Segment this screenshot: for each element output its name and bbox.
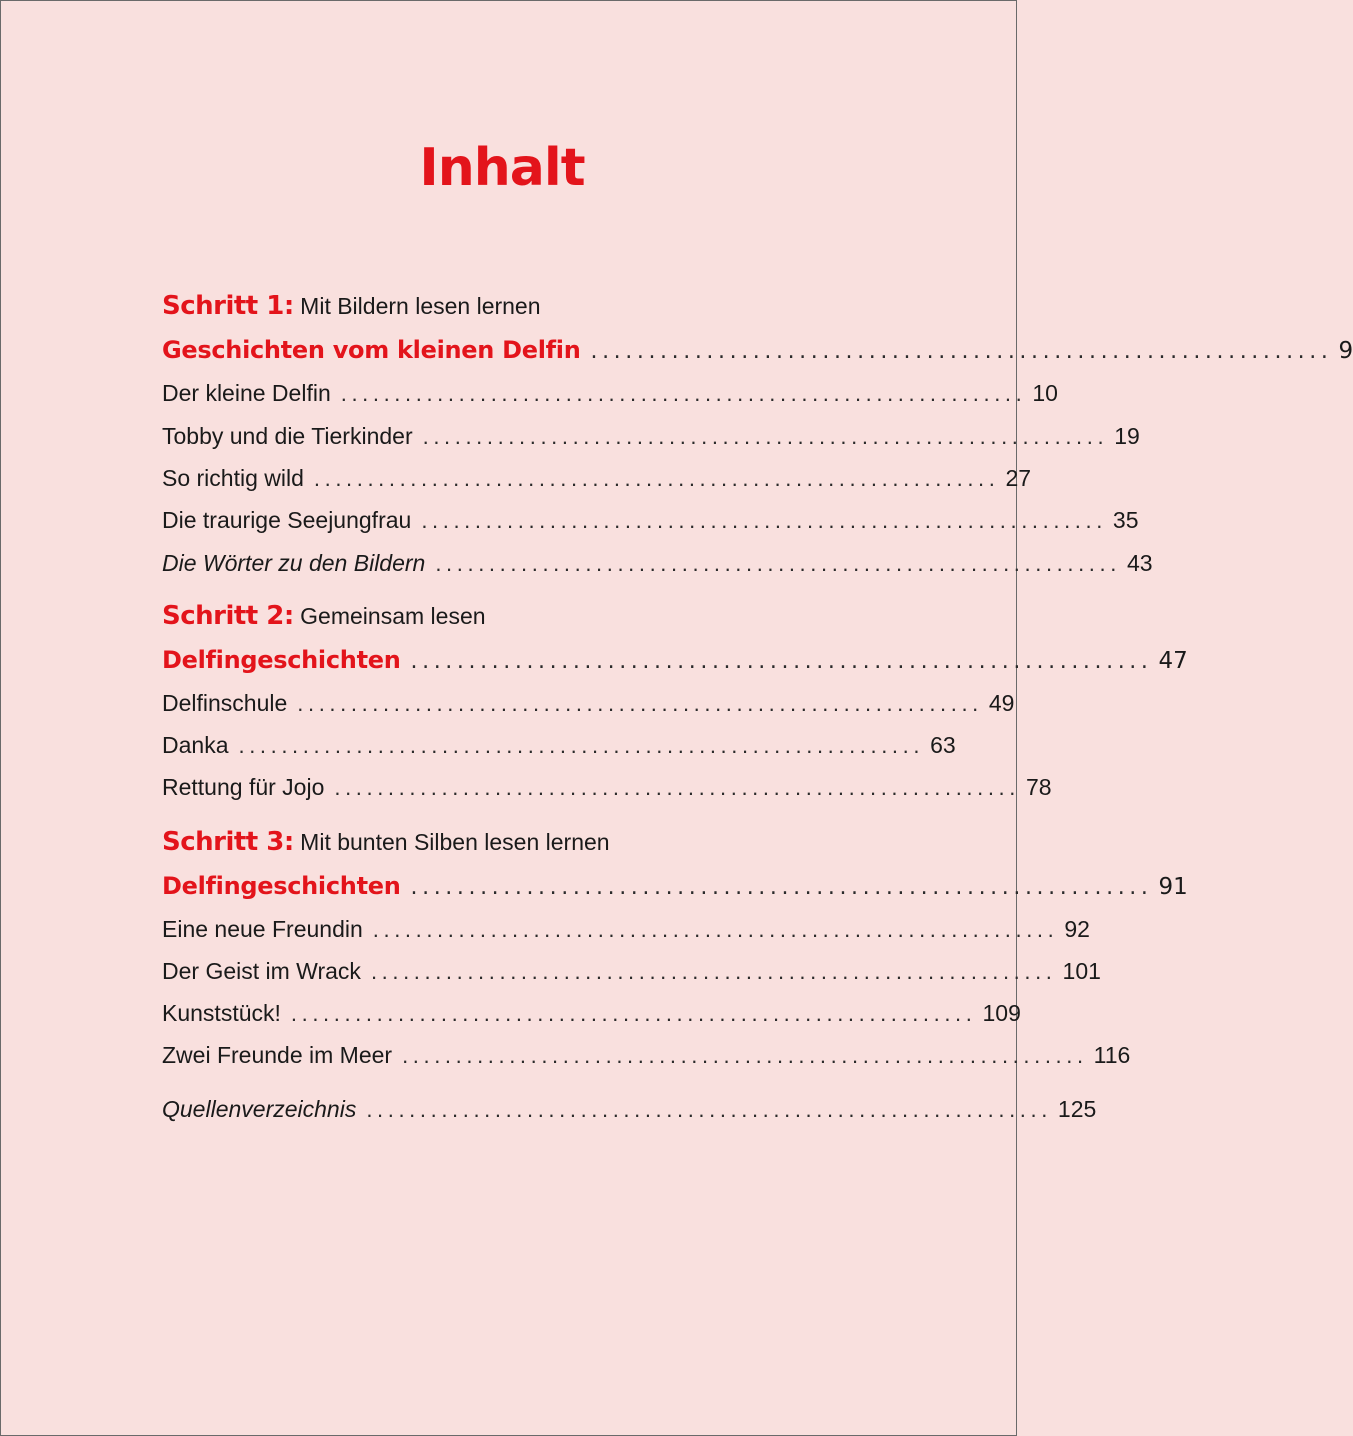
dot-leader: ................................................................ <box>410 649 1153 674</box>
toc-heading-label: Delfingeschichten <box>162 872 401 900</box>
toc-entry[interactable] <box>162 547 1153 579</box>
toc-page-number: 101 <box>1062 958 1101 984</box>
toc-page-number: 49 <box>988 690 1015 716</box>
toc-heading-label: Delfingeschichten <box>162 646 401 674</box>
dot-leader: ................................................................ <box>297 691 983 716</box>
toc-entry-label: Der kleine Delfin <box>162 380 331 406</box>
toc-entry[interactable] <box>162 997 1021 1029</box>
toc-entry[interactable] <box>162 687 1015 719</box>
toc-entry[interactable] <box>162 771 1052 803</box>
toc-page-number: 109 <box>982 1000 1021 1026</box>
toc-page-number: 125 <box>1057 1096 1097 1122</box>
toc-entry-label: Rettung für Jojo <box>162 774 325 800</box>
toc-page-number: 43 <box>1126 550 1153 576</box>
toc-heading-label: Geschichten vom kleinen Delfin <box>162 336 581 364</box>
toc-entry[interactable] <box>162 955 1101 987</box>
step-label: Schritt 1: <box>162 291 294 321</box>
step-text: Mit Bildern lesen lernen <box>300 293 541 319</box>
toc-entry-label: Die traurige Seejungfrau <box>162 507 412 533</box>
dot-leader: ................................................................ <box>372 917 1059 942</box>
step-text: Mit bunten Silben lesen lernen <box>300 829 610 855</box>
dot-leader: ................................................................ <box>340 381 1027 406</box>
toc-entry-label: So richtig wild <box>162 465 304 491</box>
toc-entry-label: Delfinschule <box>162 690 288 716</box>
dot-leader: ................................................................ <box>421 508 1107 533</box>
dot-leader: ................................................................ <box>290 1001 977 1026</box>
toc-entry[interactable] <box>162 1093 1097 1125</box>
dot-leader: ................................................................ <box>370 959 1057 984</box>
step-1-header <box>162 288 818 324</box>
toc-page-number: 116 <box>1093 1042 1131 1068</box>
toc-page-number: 92 <box>1064 916 1090 942</box>
toc-entry[interactable] <box>162 462 1032 494</box>
step-text: Gemeinsam lesen <box>300 603 486 629</box>
step-3-header <box>162 824 818 860</box>
dot-leader: ................................................................ <box>238 733 925 758</box>
step-2-header <box>162 598 818 634</box>
toc-heading[interactable] <box>162 334 1353 366</box>
toc-entry-label: Danka <box>162 732 229 758</box>
toc-entry-label: Quellenverzeichnis <box>162 1096 357 1122</box>
toc-page-number: 10 <box>1032 380 1058 406</box>
toc-entry[interactable] <box>162 1039 1131 1071</box>
toc-page-number: 27 <box>1005 465 1032 491</box>
toc-heading[interactable] <box>162 870 1188 902</box>
dot-leader: ................................................................ <box>422 424 1109 449</box>
toc-entry-label: Eine neue Freundin <box>162 916 363 942</box>
toc-entry-label: Kunststück! <box>162 1000 281 1026</box>
dot-leader: ................................................................ <box>366 1097 1052 1122</box>
toc-page-number: 19 <box>1114 423 1140 449</box>
toc-entry[interactable] <box>162 420 1140 452</box>
step-label: Schritt 3: <box>162 827 294 857</box>
toc-entry-label: Der Geist im Wrack <box>162 958 361 984</box>
toc-entry[interactable] <box>162 377 1058 409</box>
toc-page-number: 47 <box>1158 648 1188 674</box>
dot-leader: ................................................................ <box>590 339 1333 364</box>
toc-page-number: 9 <box>1338 338 1353 364</box>
toc-heading[interactable] <box>162 644 1188 676</box>
dot-leader: ................................................................ <box>435 551 1121 576</box>
toc-entry[interactable] <box>162 504 1139 536</box>
dot-leader: ................................................................ <box>334 775 1020 800</box>
toc-entry-label: Tobby und die Tierkinder <box>162 423 413 449</box>
dot-leader: ................................................................ <box>410 875 1153 900</box>
toc-page-number: 78 <box>1025 774 1052 800</box>
toc-page-number: 35 <box>1112 507 1139 533</box>
toc-entry[interactable] <box>162 729 956 761</box>
toc-entry[interactable] <box>162 913 1090 945</box>
step-label: Schritt 2: <box>162 601 294 631</box>
toc-page-number: 91 <box>1158 874 1188 900</box>
dot-leader: ................................................................ <box>402 1043 1088 1068</box>
toc-entry-label: Die Wörter zu den Bildern <box>162 550 426 576</box>
toc-page-number: 63 <box>930 732 956 758</box>
dot-leader: ................................................................ <box>313 466 1000 491</box>
toc-entry-label: Zwei Freunde im Meer <box>162 1042 393 1068</box>
page-title: Inhalt <box>419 138 585 198</box>
